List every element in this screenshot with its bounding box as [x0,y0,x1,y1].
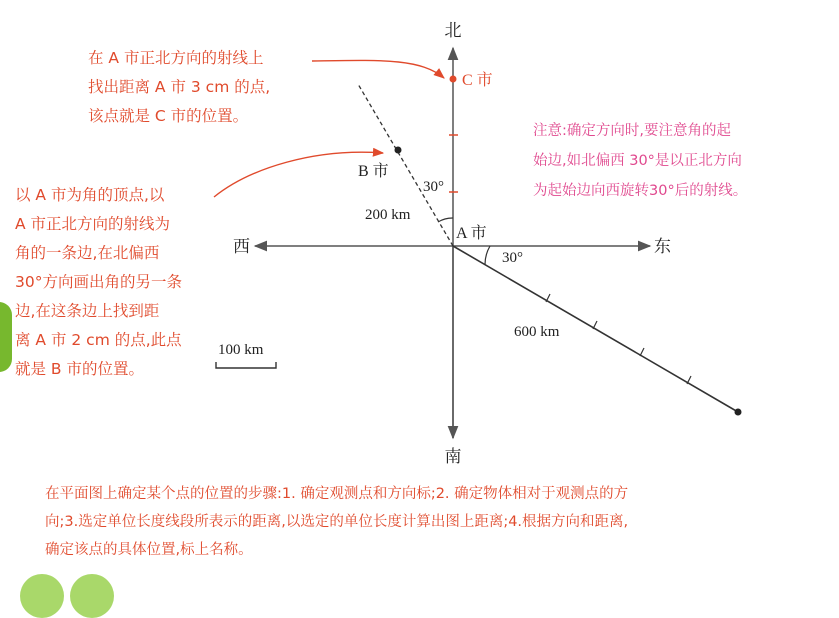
south-label: 南 [444,447,462,467]
se-tick [640,348,644,356]
note-line: 注意:确定方向时,要注意角的起 [533,123,731,139]
note-line: 该点就是 C 市的位置。 [88,107,249,125]
note-attention [533,116,747,206]
east-label: 东 [654,237,671,257]
note-line: 角的一条边,在北偏西 [15,244,160,262]
note-b-city [15,181,182,384]
note-line: 边,在这条边上找到距 [15,302,160,320]
c-city-point [450,76,457,83]
note-line: 在 A 市正北方向的射线上 [88,49,264,67]
a-city-label: A 市 [456,225,487,242]
angle-arc-nw [438,218,453,222]
note-line: 找出距离 A 市 3 cm 的点, [88,78,271,96]
se-ray [453,246,738,412]
b-city-point [395,147,402,154]
note-line: 始边,如北偏西 30°是以正北方向 [533,153,742,169]
note-line: 确定该点的具体位置,标上名称。 [45,542,253,558]
note-line: 离 A 市 2 cm 的点,此点 [15,331,182,349]
angle-se-label: 30° [502,250,523,266]
b-city-label: B 市 [358,163,389,180]
note-line: 为起始边向西旋转30°后的射线。 [533,183,748,199]
callout-arrow-c [312,60,444,78]
angle-nw-label: 30° [423,179,444,195]
note-line: 30°方向画出角的另一条 [15,273,182,291]
se-end-point [735,409,742,416]
note-c-city [88,44,270,131]
scale-bar-label: 100 km [218,342,264,358]
note-line: 在平面图上确定某个点的位置的步骤:1. 确定观测点和方向标;2. 确定物体相对于观测点的方 [45,486,629,502]
green-side-tab [0,302,12,372]
dist-b-label: 200 km [365,207,411,223]
dist-se-label: 600 km [514,324,560,340]
scale-bar [216,362,276,368]
angle-arc-se [485,246,490,265]
note-line: 向;3.选定单位长度线段所表示的距离,以选定的单位长度计算出图上距离;4.根据方向和距离, [45,514,629,530]
se-ray-ticks [546,294,691,384]
note-line: 就是 B 市的位置。 [15,360,144,378]
note-steps [45,480,628,564]
west-label: 西 [233,237,250,257]
north-label: 北 [444,21,462,41]
note-line: A 市正北方向的射线为 [15,215,171,233]
note-line: 以 A 市为角的顶点,以 [15,186,165,204]
c-city-label: C 市 [462,72,493,89]
